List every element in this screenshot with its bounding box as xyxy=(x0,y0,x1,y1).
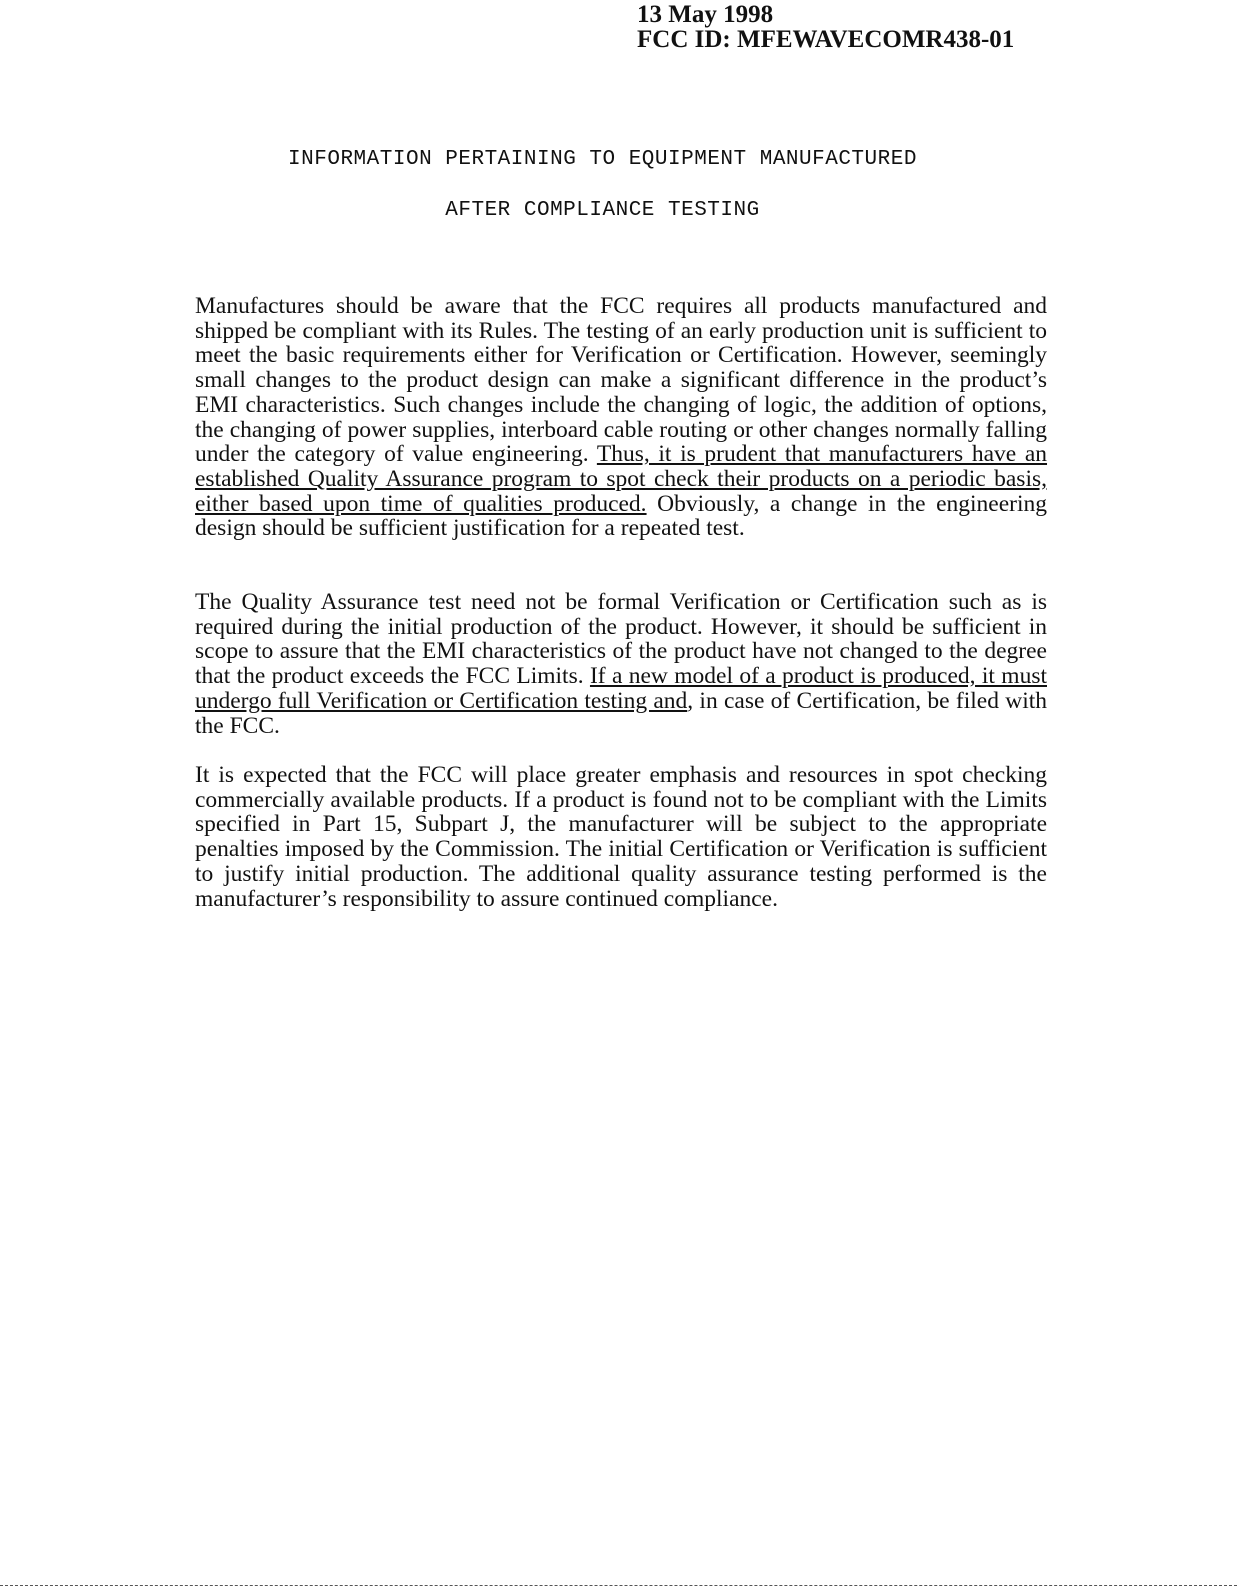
paragraph-3 xyxy=(195,763,1047,911)
paragraph-2-text-start: The Quality Assurance test need not be formal Verification or Certification such as is required during the initial production of the product. However, it should be sufficient in scope to assure that the EMI characteristics of the product have not changed to the degree that the product exceeds the FCC Limits. xyxy=(195,589,1047,690)
header-date: 13 May 1998 xyxy=(637,1,774,28)
header-fcc-id: FCC ID: MFEWAVECOMR438-01 xyxy=(637,26,1015,53)
paragraph-3-text: It is expected that the FCC will place greater emphasis and resources in spot checking commercially available products. If a product is found not to be compliant with the Limits specified in Part 15, Subpart J, the manufacturer will be subject to the appropriate penalties imposed by the Commission. The initial Certification or Verification is sufficient to justify initial production. The additional quality assurance testing performed is the manufacturer’s responsibility to assure continued compliance. xyxy=(195,762,1047,912)
paragraph-1-text-start: Manufactures should be aware that the FCC requires all products manufactured and shipped be compliant with its Rules. The testing of an early production unit is sufficient to meet the basic requirements either for Verification or Certification. However, seemingly small changes to the product design can make a significant difference in the product’s EMI characteristics. Such changes include the changing of logic, the addition of options, the changing of power supplies, interboard cable routing or other changes normally falling under the category of value engineering. xyxy=(195,293,1047,468)
paragraph-1-underlined-text: Thus, it is prudent that manufacturers have an established Quality Assurance program to spot check their products on a periodic basis, either based upon time of qualities produced. xyxy=(195,441,1048,517)
document-title-line-1: INFORMATION PERTAINING TO EQUIPMENT MANUFACTURED xyxy=(288,148,917,171)
document-title-line-2: AFTER COMPLIANCE TESTING xyxy=(445,199,760,222)
paragraph-2-underlined-text: If a new model of a product is produced, it must undergo full Verification or Certification testing and xyxy=(195,663,1047,714)
footer-divider xyxy=(0,1585,1237,1586)
document-header xyxy=(637,2,1014,52)
paragraph-2-text-end: , in case of Certification, be filed with the FCC. xyxy=(195,687,1048,739)
paragraph-1-text-end: Obviously, a change in the engineering design should be sufficient justification for a repeated test. xyxy=(195,490,1047,542)
paragraph-1 xyxy=(195,294,1047,541)
paragraph-2 xyxy=(195,590,1047,738)
